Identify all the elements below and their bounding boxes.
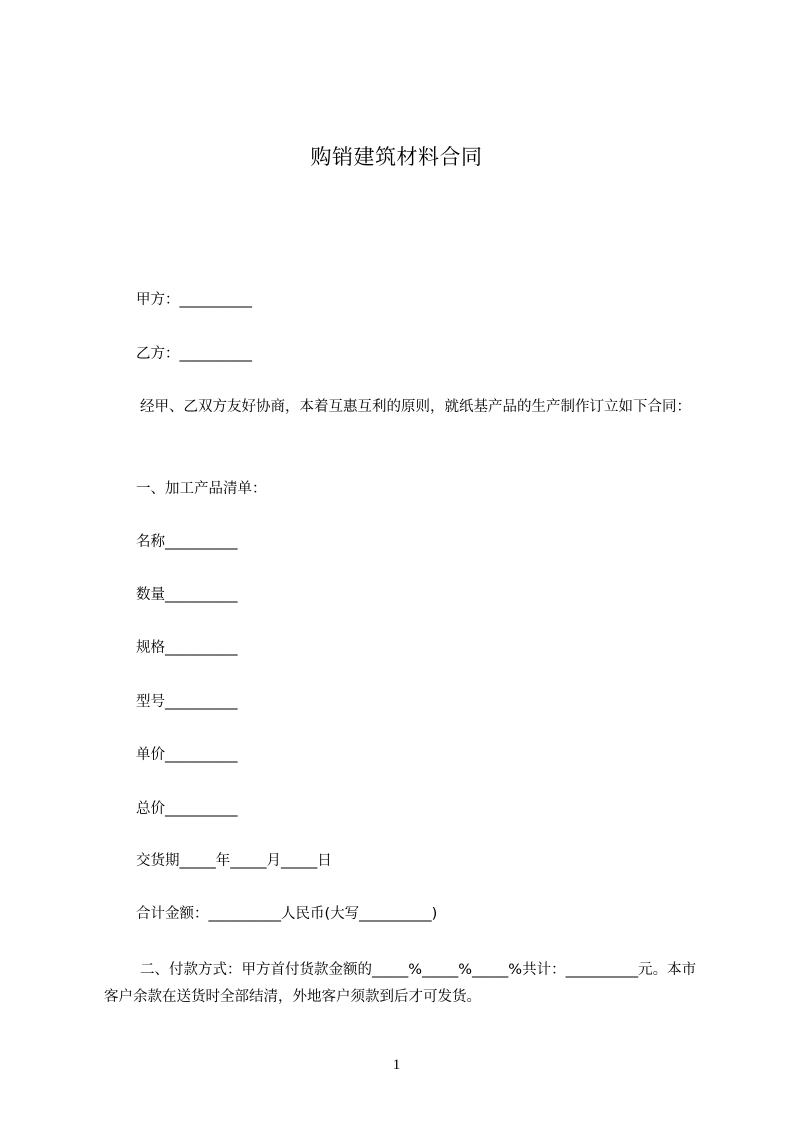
delivery-date-line: 交货期_____年_____月_____日 (136, 853, 332, 869)
item-quantity-line: 数量__________ (136, 587, 238, 603)
payment-text: 二、付款方式：甲方首付货款金额的_____%_____%_____%共计：__________元。本市客户余款在送货时全部结清，外地客户须款到后才可发货。 (104, 962, 697, 1005)
intro-paragraph (104, 394, 704, 421)
intro-text: 经甲、乙双方友好协商，本着互惠互利的原则，就纸基产品的生产制作订立如下合同： (140, 399, 691, 415)
section1-heading: 一、加工产品清单： (136, 481, 267, 497)
page-number: 1 (392, 1057, 401, 1073)
document-title: 购销建筑材料合同 (310, 145, 483, 169)
payment-paragraph (104, 957, 704, 1011)
total-amount-line: 合计金额：__________人民币(大写__________) (136, 906, 438, 922)
party-a-line: 甲方：__________ (136, 292, 252, 308)
item-spec-line: 规格__________ (136, 640, 238, 656)
item-unit-price-line: 单价__________ (136, 747, 238, 763)
item-name-line: 名称__________ (136, 534, 238, 550)
item-model-line: 型号__________ (136, 694, 238, 710)
party-b-line: 乙方：__________ (136, 346, 252, 362)
item-total-price-line: 总价__________ (136, 801, 238, 817)
